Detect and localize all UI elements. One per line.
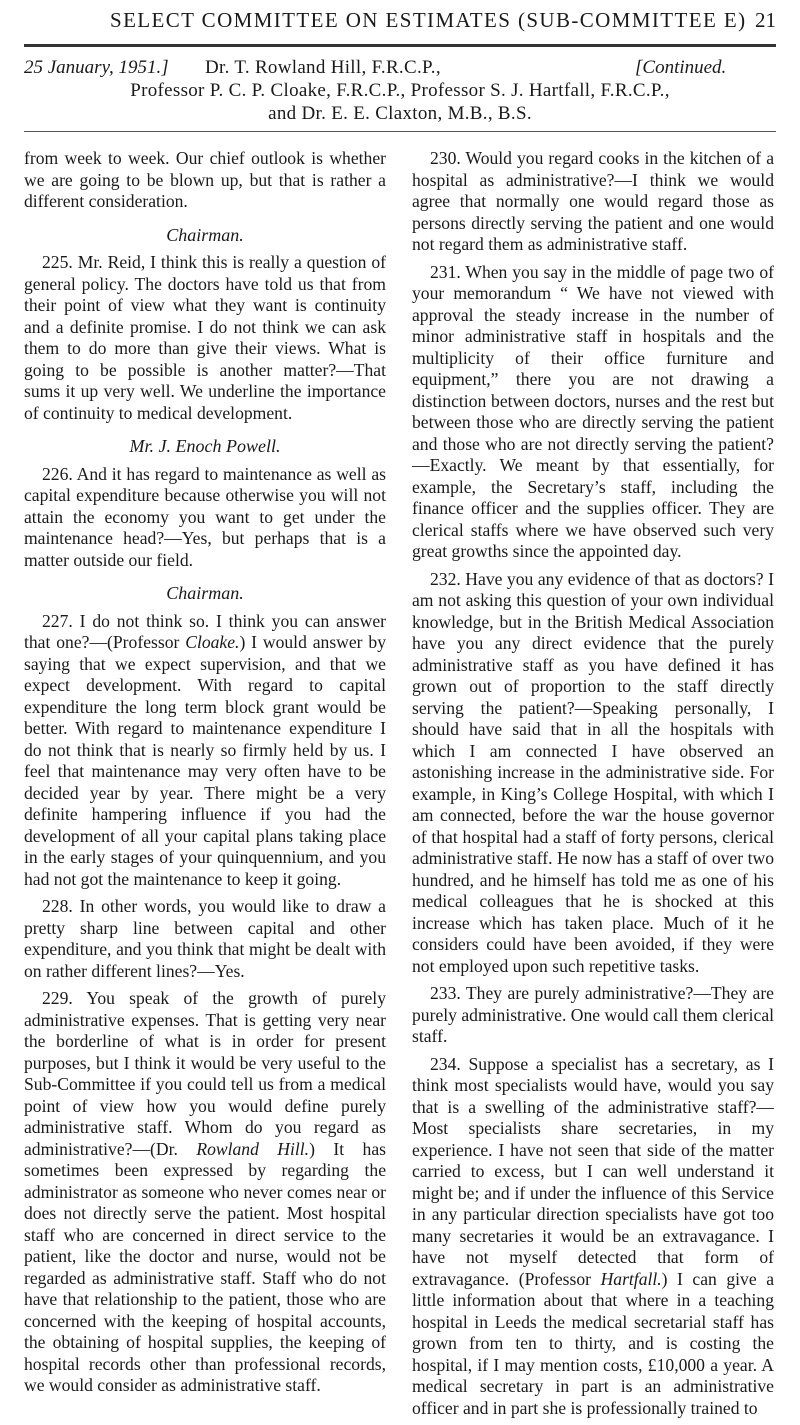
paragraph-229-text-b: ) It has sometimes been expressed by regarding the administrator as someone who never comes near or does not directly serve the patient. Most hospital staff who are concerned in direct service to the patient, like the doctor and nurse, would not be regarded as administrative staff. Staff who do not have that relationship to the patient, those who are concerned with the keeping of hospital accounts, the obtaining of hospital supplies, the keeping of hospital records other than professional records, we would consider as administrative staff. bbox=[24, 1138, 386, 1395]
witness-name-hartfall: Hartfall. bbox=[600, 1268, 662, 1289]
continued-label: [Continued. bbox=[635, 57, 727, 78]
witness-rule bbox=[24, 131, 776, 132]
paragraph-225: 225. Mr. Reid, I think this is really a question of general policy. The doctors have told us that from their point of view what they want is continuity and a definite promise. I do not think we can ask them to do more than give their views. What is going to be possible is another matter?—That sums it up very well. We underline the importance of continuity to medical development. bbox=[24, 252, 386, 423]
speaker-chairman: Chairman. bbox=[166, 224, 244, 245]
paragraph-232: 232. Have you any evidence of that as doctors? I am not asking this question of your own individual knowledge, but in the British Medical Association have you any direct evidence that the purely administrative staff as you have defined it has grown out of proportion to the staff directly serving the patient?—Speaking personally, I should have said that in all the hospitals with which I am connected I have observed an astonishing increase in the administrative side. For example, in King’s College Hospital, with which I am connected, before the war the house governor of that hospital had a staff of forty persons, clerical administrative staff. He now has a staff of over two hundred, and he himself has told me as one of his medical colleagues that he is shocked at this increase which has taken place. Much of it he considers could have been avoided, if they were not employed upon such repetitive tasks. bbox=[412, 568, 774, 976]
paragraph-229-text-a: 229. You speak of the growth of purely administrative expenses. That is getting very near the borderline of what is in order for present purposes, but I think it would be very useful to the Sub-Committee if you could tell us from a medical point of view how you would define purely administrative staff. Whom do you regard as administrative?—(Dr. bbox=[24, 988, 386, 1159]
witness-line-3: and Dr. E. E. Claxton, M.B., B.S. bbox=[268, 103, 532, 124]
paragraph-234 bbox=[412, 1054, 774, 1420]
paragraph-231: 231. When you say in the middle of page two of your memorandum “ We have not viewed with approval the steady increase in the number of minor administrative staff in hospitals and the multiplicity of their office furniture and equipment,” there you are not drawing a distinction between doctors, nurses and the rest but between those who are directly serving the patient and those who are not directly serving the patient?—Exactly. We meant by that essentially, for example, the Secretary’s staff, including the finance officer and the supplies officer. They are clerical staffs where we have observed such very great growths since the appointed day. bbox=[412, 261, 774, 561]
witness-line-2: Professor P. C. P. Cloake, F.R.C.P., Professor S. J. Hartfall, F.R.C.P., bbox=[130, 80, 670, 101]
witness-line-1: Dr. T. Rowland Hill, F.R.C.P., bbox=[205, 57, 441, 78]
paragraph-229 bbox=[24, 988, 386, 1397]
paragraph-230: 230. Would you regard cooks in the kitchen of a hospital as administrative?—I think we would agree that normally one would regard those as persons directly serving the patient and one would not regard them as administrative staff. bbox=[412, 148, 774, 254]
header-rule bbox=[24, 44, 776, 47]
paragraph-234-text-a: 234. Suppose a specialist has a secretary, as I think most specialists would have, would you say that is a swelling of the administrative staff?—Most specialists share secretaries, in my experience. I have not seen that side of the matter carried to excess, but I can well understand it might be; and if under the influence of this Service in any particular direction specialists have got too many secretaries it would be an extravagance. I have not myself detected that form of extravagance. (Professor bbox=[412, 1053, 774, 1289]
speaker-chairman-2: Chairman. bbox=[166, 583, 244, 603]
paragraph-227-text-b: ) I would answer by saying that we expect supervision, and that we expect development. With regard to capital expenditure the long term block grant would be better. With regard to maintenance expenditure I do not think that is nearly so firmly held by us. I feel that maintenance may very often have to be decided year by year. There might be a very definite hampering influence if you had the development of all your capital plans taking place in the early stages of your quinquennium, and you had not got the maintenance to keep it going. bbox=[24, 632, 386, 889]
paragraph-227 bbox=[24, 611, 386, 891]
witness-name-cloake: Cloake. bbox=[185, 632, 240, 652]
running-header: SELECT COMMITTEE ON ESTIMATES (SUB-COMMITTEE E) bbox=[110, 8, 747, 32]
speaker-powell: Mr. J. Enoch Powell. bbox=[129, 436, 281, 456]
witness-name-hill: Rowland Hill. bbox=[196, 1138, 310, 1159]
paragraph-228: 228. In other words, you would like to draw a pretty sharp line between capital and other expenditure, and you think that might be dealt with on rather different lines?—Yes. bbox=[24, 896, 386, 981]
paragraph-226: 226. And it has regard to maintenance as well as capital expenditure because otherwise you will not attain the economy you want to get under the maintenance head?—Yes, but perhaps that is a matter outside our field. bbox=[24, 463, 386, 570]
session-date: 25 January, 1951.] bbox=[24, 57, 169, 78]
page-number: 21 bbox=[755, 8, 776, 32]
paragraph-234-text-b: ) I can give a little information about that where in a teaching hospital in Leeds the medical secretarial staff has grown from ten to thirty, and is costing the hospital, if I may mention costs, £10,000 a year. A medical secretary in part is an administrative officer and in part she is professionally trained to bbox=[412, 1268, 774, 1418]
paragraph-233: 233. They are purely administrative?—They are purely administrative. One would call them clerical staff. bbox=[412, 983, 775, 1046]
paragraph-intro: from week to week. Our chief outlook is whether we are going to be blown up, but that is rather a different consideration. bbox=[24, 148, 386, 211]
left-column bbox=[24, 148, 386, 1403]
paragraph-227-text-a: 227. I do not think so. I think you can answer that one?—(Professor bbox=[24, 610, 386, 652]
right-column bbox=[412, 148, 774, 1425]
